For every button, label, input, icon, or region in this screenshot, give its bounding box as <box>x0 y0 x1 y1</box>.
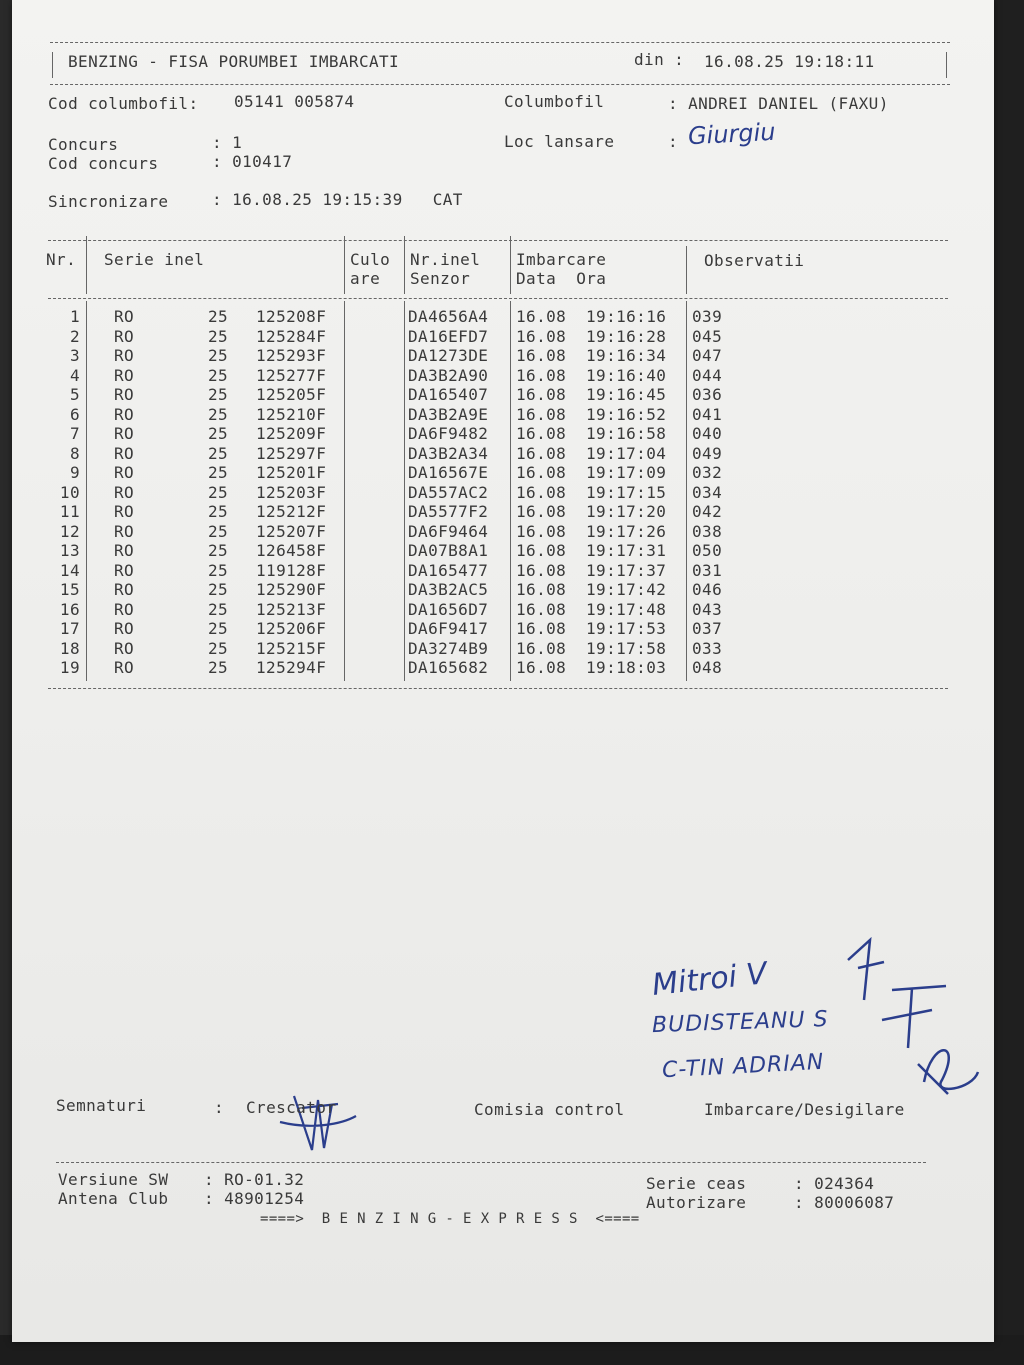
sincronizare-label: Sincronizare <box>48 192 169 211</box>
row-observation: 049 <box>692 443 723 463</box>
row-year: 25 <box>208 619 229 638</box>
row-ring-number: 125205F <box>256 385 327 404</box>
row-ring-number: 125284F <box>256 326 327 346</box>
header-nr-inel-2: Senzor <box>410 269 471 288</box>
table-header-rule <box>48 298 948 299</box>
row-date: 16.08 <box>516 346 567 365</box>
row-country: RO <box>114 443 135 463</box>
table-row <box>12 327 972 347</box>
footer-rule <box>56 1162 926 1163</box>
serie-ceas-value: : 024364 <box>794 1174 875 1193</box>
row-number: 17 <box>59 619 80 638</box>
row-ring-number: 125297F <box>256 443 327 463</box>
row-time: 19:17:26 <box>586 521 667 541</box>
row-time: 19:17:20 <box>586 502 667 521</box>
row-sensor: DA165407 <box>408 385 489 404</box>
row-date: 16.08 <box>516 424 567 443</box>
table-row <box>12 424 972 444</box>
row-time: 19:16:28 <box>586 326 667 346</box>
row-observation: 032 <box>692 463 723 482</box>
row-sensor: DA6F9482 <box>408 424 489 443</box>
row-ring-number: 125294F <box>256 658 327 677</box>
row-date: 16.08 <box>516 638 567 658</box>
row-ring-number: 125277F <box>256 365 327 385</box>
row-number: 12 <box>59 521 80 541</box>
row-number: 3 <box>69 346 80 365</box>
row-number: 10 <box>59 482 80 502</box>
row-time: 19:17:53 <box>586 619 667 638</box>
table-row <box>12 385 972 405</box>
row-date: 16.08 <box>516 599 567 619</box>
concurs-label: Concurs <box>48 135 119 154</box>
row-year: 25 <box>208 463 229 482</box>
row-sensor: DA557AC2 <box>408 482 489 502</box>
row-ring-number: 125215F <box>256 638 327 658</box>
row-sensor: DA3B2A90 <box>408 365 489 385</box>
row-number: 8 <box>69 443 80 463</box>
row-date: 16.08 <box>516 619 567 638</box>
header-left-bar <box>52 52 53 78</box>
row-date: 16.08 <box>516 521 567 541</box>
comisia-control-label: Comisia control <box>474 1100 625 1119</box>
header-culoare-1: Culo <box>350 250 391 269</box>
row-year: 25 <box>208 443 229 463</box>
row-sensor: DA1273DE <box>408 346 489 365</box>
row-observation: 045 <box>692 326 723 346</box>
row-year: 25 <box>208 424 229 443</box>
table-row <box>12 502 972 522</box>
row-year: 25 <box>208 482 229 502</box>
row-ring-number: 125293F <box>256 346 327 365</box>
row-year: 25 <box>208 521 229 541</box>
row-number: 15 <box>59 580 80 599</box>
row-observation: 036 <box>692 385 723 404</box>
header-culoare-2: are <box>350 269 381 288</box>
table-row <box>12 600 972 620</box>
header-right-bar <box>946 52 947 78</box>
row-year: 25 <box>208 599 229 619</box>
row-number: 2 <box>69 326 80 346</box>
row-time: 19:16:16 <box>586 307 667 326</box>
imbarcare-desigilare-label: Imbarcare/Desigilare <box>704 1100 905 1119</box>
row-country: RO <box>114 619 135 638</box>
semnaturi-label: Semnaturi <box>56 1096 147 1115</box>
row-year: 25 <box>208 326 229 346</box>
row-observation: 033 <box>692 638 723 658</box>
row-date: 16.08 <box>516 580 567 599</box>
row-country: RO <box>114 307 135 326</box>
columbofil-label: Columbofil <box>504 92 605 111</box>
row-sensor: DA4656A4 <box>408 307 489 326</box>
table-row <box>12 639 972 659</box>
row-year: 25 <box>208 658 229 677</box>
table-header-divider <box>686 246 687 294</box>
sincronizare-value: : 16.08.25 19:15:39 CAT <box>212 190 463 209</box>
row-number: 18 <box>59 638 80 658</box>
print-date-label: din : <box>634 50 685 69</box>
row-date: 16.08 <box>516 463 567 482</box>
row-date: 16.08 <box>516 326 567 346</box>
row-country: RO <box>114 541 135 560</box>
row-ring-number: 125290F <box>256 580 327 599</box>
row-year: 25 <box>208 346 229 365</box>
table-bottom-rule <box>48 688 948 689</box>
row-number: 19 <box>59 658 80 677</box>
row-date: 16.08 <box>516 482 567 502</box>
document-title: BENZING - FISA PORUMBEI IMBARCATI <box>68 52 400 71</box>
table-header-divider <box>510 236 511 294</box>
table-row <box>12 346 972 366</box>
row-sensor: DA6F9464 <box>408 521 489 541</box>
row-number: 5 <box>69 385 80 404</box>
row-number: 16 <box>59 599 80 619</box>
serie-ceas-label: Serie ceas <box>646 1174 747 1193</box>
autorizare-label: Autorizare <box>646 1193 747 1212</box>
row-country: RO <box>114 599 135 619</box>
table-row <box>12 580 972 600</box>
header-nr: Nr. <box>46 250 77 269</box>
concurs-value: : 1 <box>212 133 243 152</box>
row-observation: 042 <box>692 502 723 521</box>
row-observation: 039 <box>692 307 723 326</box>
row-number: 14 <box>59 560 80 580</box>
row-time: 19:16:52 <box>586 404 667 424</box>
row-time: 19:16:34 <box>586 346 667 365</box>
row-time: 19:16:58 <box>586 424 667 443</box>
row-time: 19:17:31 <box>586 541 667 560</box>
row-ring-number: 125208F <box>256 307 327 326</box>
row-year: 25 <box>208 365 229 385</box>
row-sensor: DA16EFD7 <box>408 326 489 346</box>
row-observation: 047 <box>692 346 723 365</box>
row-country: RO <box>114 521 135 541</box>
row-sensor: DA3B2A9E <box>408 404 489 424</box>
row-country: RO <box>114 638 135 658</box>
row-sensor: DA5577F2 <box>408 502 489 521</box>
table-row <box>12 619 972 639</box>
signature-mark-committee-2 <box>918 1050 978 1094</box>
header-bottom-rule <box>50 84 950 85</box>
antena-club-value: : 48901254 <box>204 1189 305 1208</box>
row-year: 25 <box>208 541 229 560</box>
row-country: RO <box>114 482 135 502</box>
row-country: RO <box>114 463 135 482</box>
row-sensor: DA3B2AC5 <box>408 580 489 599</box>
row-time: 19:16:40 <box>586 365 667 385</box>
row-time: 19:17:37 <box>586 560 667 580</box>
row-observation: 038 <box>692 521 723 541</box>
semnaturi-colon: : <box>214 1098 225 1117</box>
row-date: 16.08 <box>516 404 567 424</box>
table-header-divider <box>404 236 405 294</box>
row-year: 25 <box>208 404 229 424</box>
row-country: RO <box>114 385 135 404</box>
row-ring-number: 125207F <box>256 521 327 541</box>
cod-columbofil-label: Cod columbofil: <box>48 94 199 113</box>
row-country: RO <box>114 658 135 677</box>
table-row <box>12 541 972 561</box>
row-sensor: DA07B8A1 <box>408 541 489 560</box>
row-time: 19:16:45 <box>586 385 667 404</box>
row-sensor: DA165682 <box>408 658 489 677</box>
row-year: 25 <box>208 560 229 580</box>
row-sensor: DA3B2A34 <box>408 443 489 463</box>
table-row <box>12 366 972 386</box>
table-body <box>12 307 972 683</box>
loc-lansare-colon: : <box>668 132 679 151</box>
row-country: RO <box>114 346 135 365</box>
table-header-divider <box>344 236 345 294</box>
benzing-express-banner: ====> B E N Z I N G - E X P R E S S <==== <box>260 1211 640 1227</box>
row-country: RO <box>114 365 135 385</box>
header-serie-inel: Serie inel <box>104 250 205 269</box>
table-row <box>12 658 972 678</box>
table-row <box>12 307 972 327</box>
row-country: RO <box>114 560 135 580</box>
row-number: 6 <box>69 404 80 424</box>
row-ring-number: 125209F <box>256 424 327 443</box>
row-time: 19:18:03 <box>586 658 667 677</box>
handwritten-name-1: Mitroi V <box>650 956 769 1003</box>
row-country: RO <box>114 580 135 599</box>
row-country: RO <box>114 502 135 521</box>
row-year: 25 <box>208 502 229 521</box>
table-top-rule <box>48 240 948 241</box>
header-observatii: Observatii <box>704 251 805 270</box>
row-time: 19:17:15 <box>586 482 667 502</box>
row-time: 19:17:58 <box>586 638 667 658</box>
row-date: 16.08 <box>516 385 567 404</box>
header-imbarcare-1: Imbarcare <box>516 250 607 269</box>
row-year: 25 <box>208 385 229 404</box>
row-sensor: DA16567E <box>408 463 489 482</box>
header-imbarcare-2: Data Ora <box>516 269 607 288</box>
row-date: 16.08 <box>516 307 567 326</box>
table-row <box>12 522 972 542</box>
row-number: 1 <box>69 307 80 326</box>
row-time: 19:17:04 <box>586 443 667 463</box>
row-ring-number: 125203F <box>256 482 327 502</box>
table-row <box>12 561 972 581</box>
cod-concurs-value: : 010417 <box>212 152 293 171</box>
cod-concurs-label: Cod concurs <box>48 154 159 173</box>
print-date-value: 16.08.25 19:18:11 <box>704 52 875 71</box>
row-sensor: DA3274B9 <box>408 638 489 658</box>
row-observation: 044 <box>692 365 723 385</box>
header-top-rule <box>50 42 950 43</box>
row-ring-number: 125210F <box>256 404 327 424</box>
row-ring-number: 126458F <box>256 541 327 560</box>
row-number: 4 <box>69 365 80 385</box>
row-observation: 043 <box>692 599 723 619</box>
row-country: RO <box>114 404 135 424</box>
row-observation: 046 <box>692 580 723 599</box>
row-time: 19:17:42 <box>586 580 667 599</box>
row-ring-number: 125201F <box>256 463 327 482</box>
row-ring-number: 125206F <box>256 619 327 638</box>
row-observation: 031 <box>692 560 723 580</box>
row-observation: 050 <box>692 541 723 560</box>
versiune-sw-label: Versiune SW <box>58 1170 169 1189</box>
row-ring-number: 119128F <box>256 560 327 580</box>
table-header-divider <box>86 236 87 294</box>
row-date: 16.08 <box>516 443 567 463</box>
row-date: 16.08 <box>516 658 567 677</box>
row-time: 19:17:48 <box>586 599 667 619</box>
receipt-sheet <box>12 0 994 1342</box>
signature-mark-committee-1 <box>848 940 946 1048</box>
row-observation: 048 <box>692 658 723 677</box>
table-row <box>12 463 972 483</box>
row-observation: 041 <box>692 404 723 424</box>
antena-club-label: Antena Club <box>58 1189 169 1208</box>
row-year: 25 <box>208 307 229 326</box>
crescator-label: Crescator <box>246 1098 337 1117</box>
row-number: 9 <box>69 463 80 482</box>
row-observation: 040 <box>692 424 723 443</box>
row-time: 19:17:09 <box>586 463 667 482</box>
row-number: 13 <box>59 541 80 560</box>
row-date: 16.08 <box>516 502 567 521</box>
row-year: 25 <box>208 580 229 599</box>
cod-columbofil-value: 05141 005874 <box>234 92 355 111</box>
row-ring-number: 125212F <box>256 502 327 521</box>
row-number: 11 <box>59 502 80 521</box>
row-observation: 037 <box>692 619 723 638</box>
row-date: 16.08 <box>516 541 567 560</box>
table-row <box>12 444 972 464</box>
row-year: 25 <box>208 638 229 658</box>
versiune-sw-value: : RO-01.32 <box>204 1170 305 1189</box>
loc-lansare-handwritten: Giurgiu <box>687 117 777 151</box>
autorizare-value: : 80006087 <box>794 1193 895 1212</box>
row-observation: 034 <box>692 482 723 502</box>
columbofil-value: : ANDREI DANIEL (FAXU) <box>668 94 889 113</box>
row-sensor: DA1656D7 <box>408 599 489 619</box>
row-number: 7 <box>69 424 80 443</box>
handwritten-name-3: C-TIN ADRIAN <box>661 1049 825 1084</box>
handwritten-name-2: BUDISTEANU S <box>651 1006 829 1039</box>
header-nr-inel-1: Nr.inel <box>410 250 481 269</box>
row-sensor: DA6F9417 <box>408 619 489 638</box>
row-country: RO <box>114 424 135 443</box>
table-row <box>12 483 972 503</box>
table-row <box>12 405 972 425</box>
row-date: 16.08 <box>516 560 567 580</box>
row-sensor: DA165477 <box>408 560 489 580</box>
row-ring-number: 125213F <box>256 599 327 619</box>
loc-lansare-label: Loc lansare <box>504 132 615 151</box>
row-date: 16.08 <box>516 365 567 385</box>
row-country: RO <box>114 326 135 346</box>
